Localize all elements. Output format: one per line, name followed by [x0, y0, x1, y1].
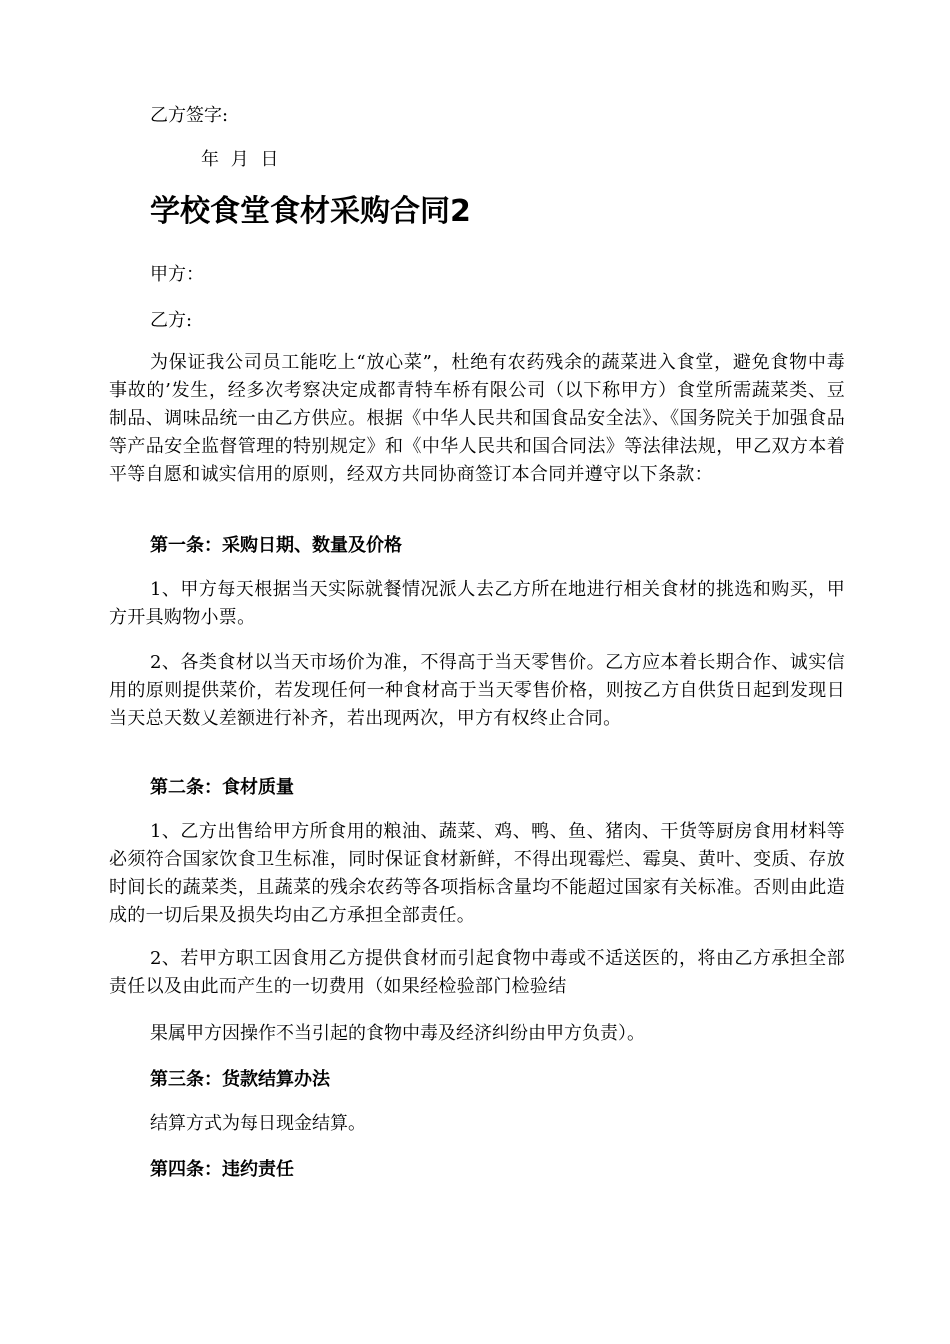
section-2-paragraph-1: 1、乙方出售给甲方所食用的粮油、蔬菜、鸡、鸭、鱼、猪肉、干货等厨房食用材料等必须符合国家饮食卫生标准，同时保证食材新鲜，不得出现霉烂、霉臭、黄叶、变质、存放时间长的蔬菜类，且蔬菜的残余农药等各项指标含量均不能超过国家有关标准。否则由此造成的一切后果及损失均由乙方承担全部责任。: [109, 821, 845, 926]
section-4-heading: 第四条：违约责任: [150, 1159, 294, 1180]
signature-date-line: 年 月 日: [201, 149, 279, 170]
section-3-heading: 第三条：货款结算办法: [150, 1069, 330, 1090]
section-1-heading: 第一条：采购日期、数量及价格: [150, 535, 402, 556]
party-b-signature-label: 乙方签字:: [150, 105, 229, 126]
section-3-paragraph-1: 结算方式为每日现金结算。: [150, 1113, 366, 1134]
section-2-paragraph-3: 果属甲方因操作不当引起的食物中毒及经济纠纷由甲方负责）。: [150, 1023, 645, 1044]
intro-paragraph: 为保证我公司员工能吃上“放心菜”，杜绝有农药残余的蔬菜进入食堂，避免食物中毒事故的’发生，经多次考察决定成都青特车桥有限公司（以下称甲方）食堂所需蔬菜类、豆制品、调味品统一由乙方供应。根据《中华人民共和国食品安全法》、《国务院关于加强食品等产品安全监督管理的特别规定》和《中华人民共和国合同法》等法律法规，甲乙双方本着平等自愿和诚实信用的原则，经双方共同协商签订本合同并遵守以下条款：: [109, 352, 845, 485]
party-a-label: 甲方：: [150, 264, 204, 285]
document-title: 学校食堂食材采购合同2: [150, 194, 471, 229]
section-1-paragraph-2: 2、各类食材以当天市场价为准，不得高于当天零售价。乙方应本着长期合作、诚实信用的原则提供菜价，若发现任何一种食材高于当天零售价格，则按乙方自供货日起到发现日当天总天数乂差额进行补齐，若出现两次，甲方有权终止合同。: [109, 652, 845, 729]
section-1-paragraph-1: 1、甲方每天根据当天实际就餐情况派人去乙方所在地进行相关食材的挑选和购买，甲方开具购物小票。: [109, 579, 845, 628]
section-2-heading: 第二条：食材质量: [150, 777, 294, 798]
party-b-label: 乙方:: [150, 310, 193, 331]
section-2-paragraph-2: 2、若甲方职工因食用乙方提供食材而引起食物中毒或不适送医的，将由乙方承担全部责任以及由此而产生的一切费用（如果经检验部门检验结: [109, 948, 845, 997]
